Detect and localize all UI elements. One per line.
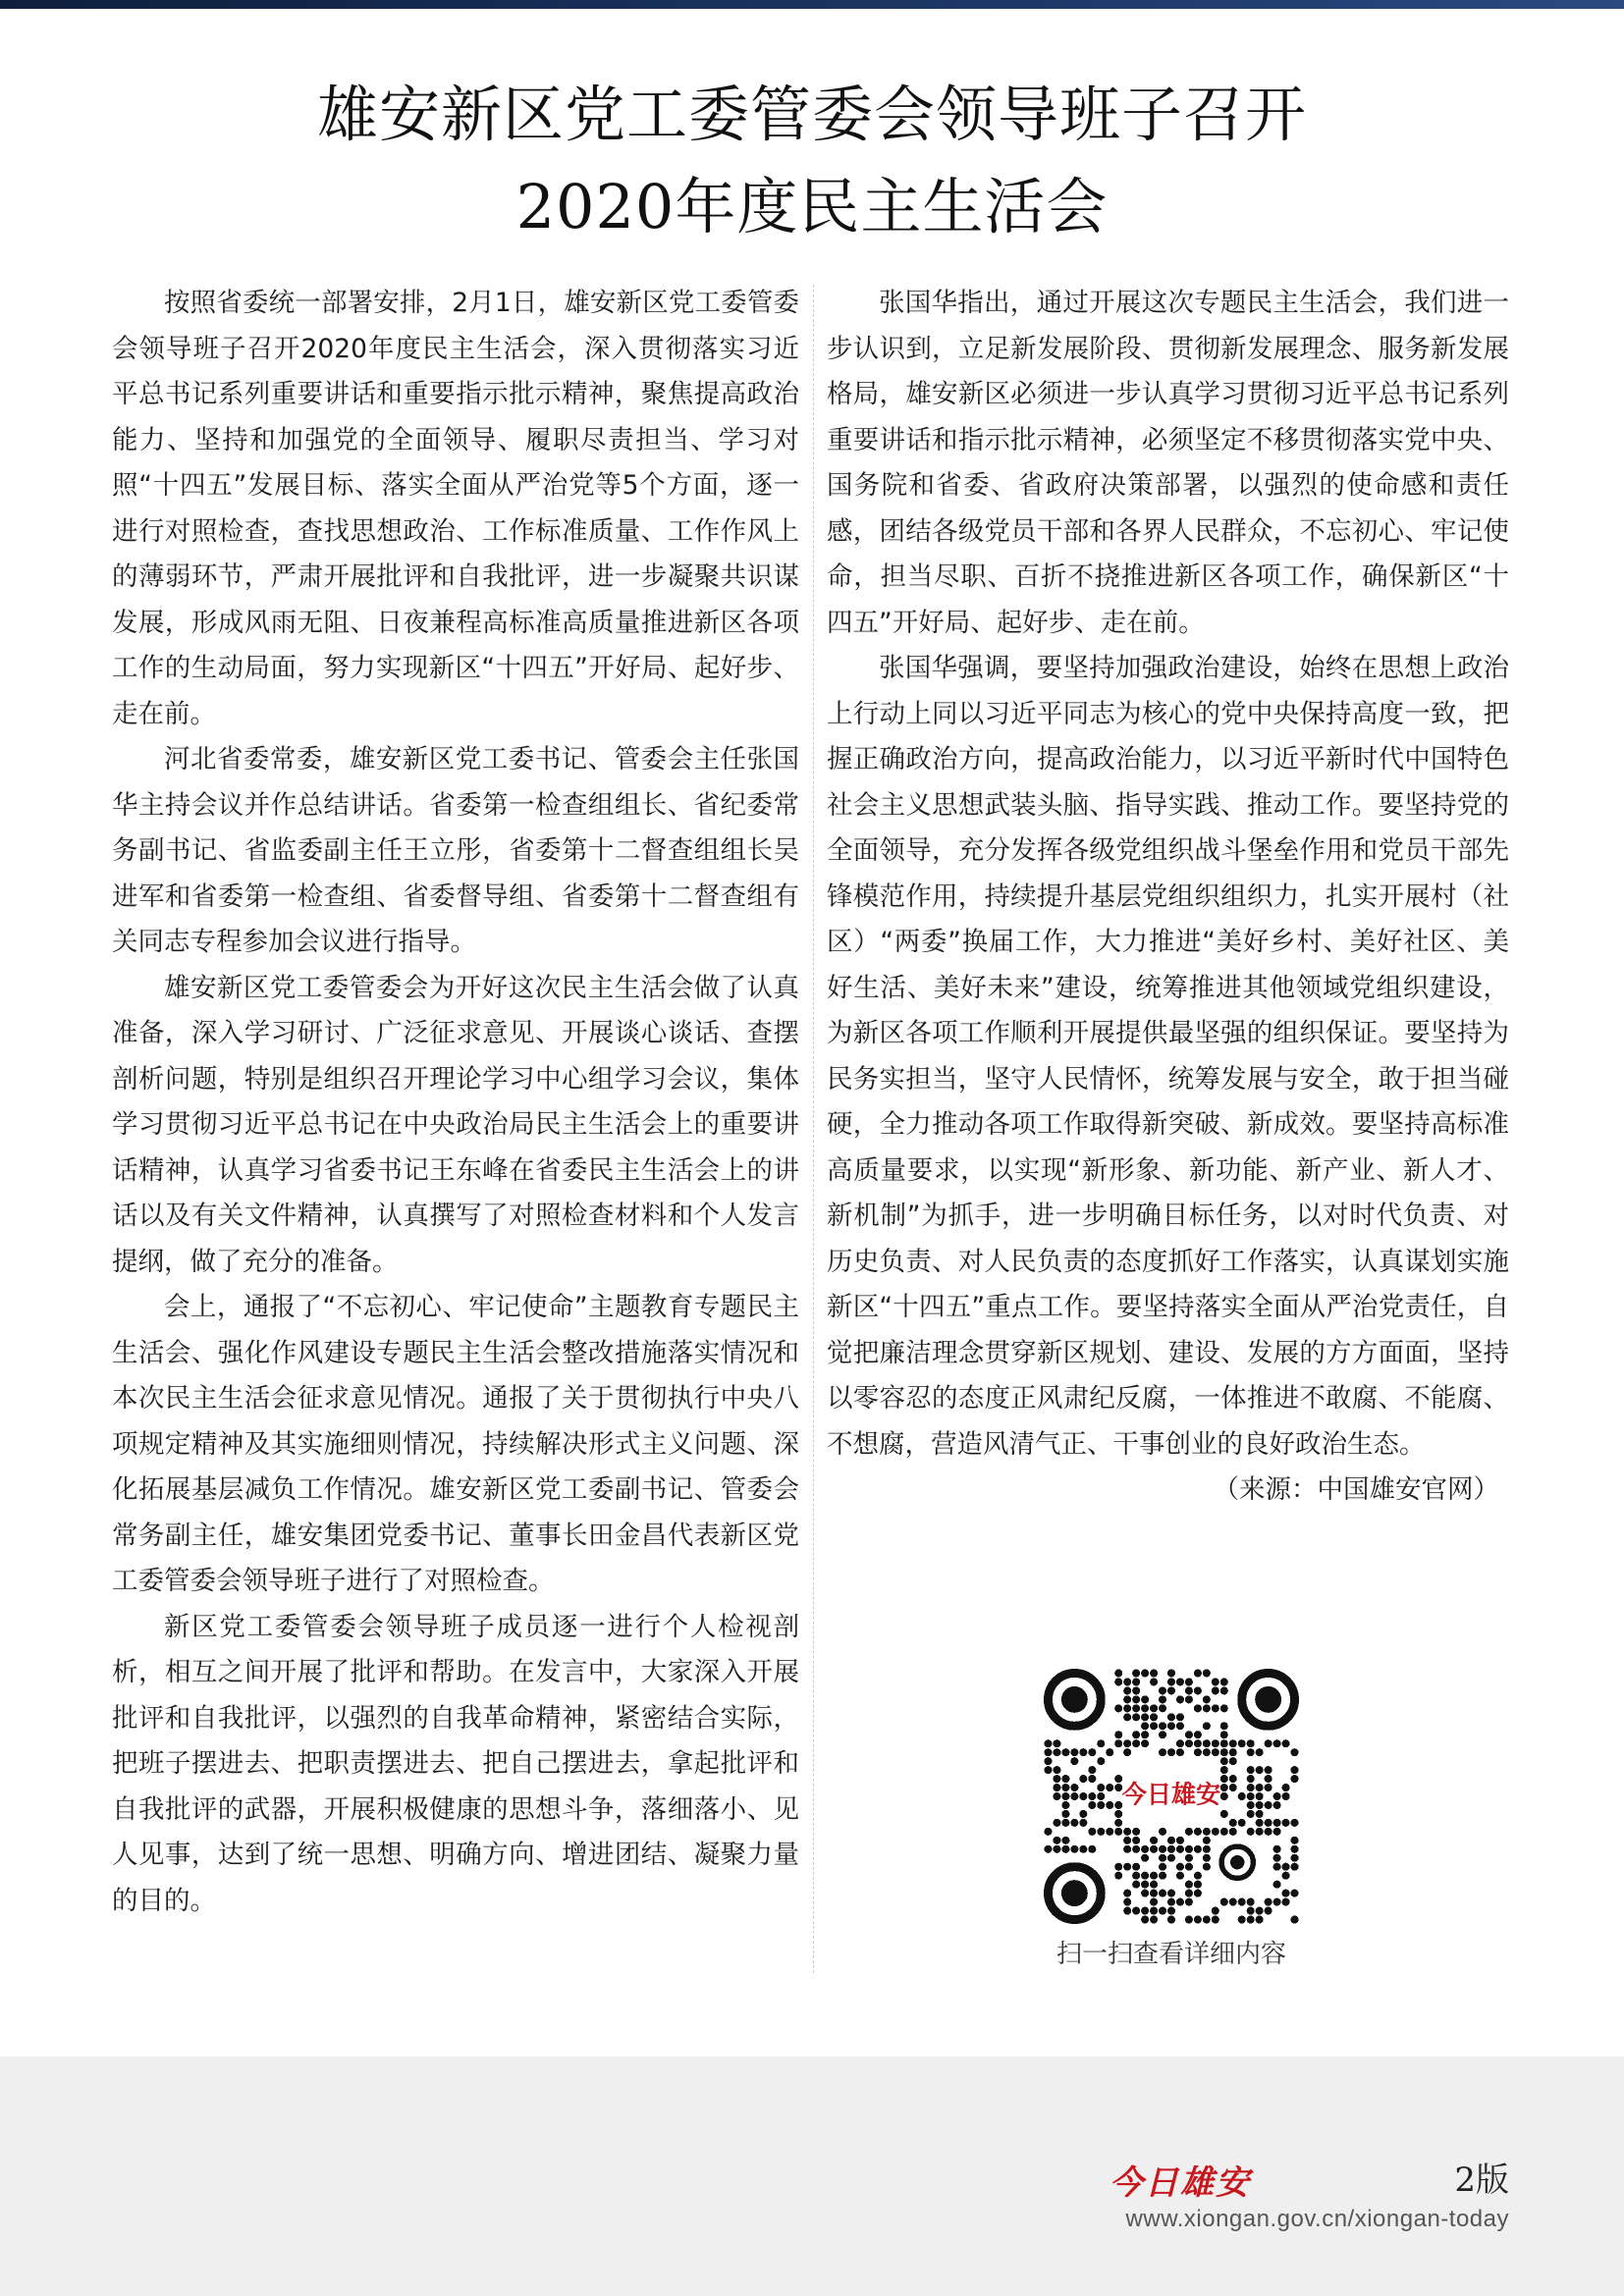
paragraph: 会上，通报了“不忘初心、牢记使命”主题教育专题民主生活会、强化作风建设专题民主生活会整改措施落实情况和本次民主生活会征求意见情况。通报了关于贯彻执行中央八项规定精神及其实施细则情况，持续解决形式主义问题、深化拓展基层减负工作情况。雄安新区党工委副书记、管委会常务副主任，雄安集团党委书记、董事长田金昌代表新区党工委管委会领导班子进行了对照检查。	[112, 1292, 799, 1596]
qr-code[interactable]	[1044, 1669, 1299, 1924]
paragraph: 雄安新区党工委管委会为开好这次民主生活会做了认真准备，深入学习研讨、广泛征求意见、开展谈心谈话、查摆剖析问题，特别是组织召开理论学习中心组学习会议，集体学习贯彻习近平总书记在中央政治局民主生活会上的重要讲话精神，认真学习省委书记王东峰在省委民主生活会上的讲话以及有关文件精神，认真撰写了对照检查材料和个人发言提纲，做了充分的准备。	[112, 972, 799, 1277]
right-column	[827, 281, 1509, 1514]
paragraph: 张国华指出，通过开展这次专题民主生活会，我们进一步认识到，立足新发展阶段、贯彻新发展理念、服务新发展格局，雄安新区必须进一步认真学习贯彻习近平总书记系列重要讲话和指示批示精神，必须坚定不移贯彻落实党中央、国务院和省委、省政府决策部署，以强烈的使命感和责任感，团结各级党员干部和各界人民群众，不忘初心、牢记使命，担当尽职、百折不挠推进新区各项工作，确保新区“十四五”开好局、起好步、走在前。	[827, 288, 1509, 638]
paragraph: 按照省委统一部署安排，2月1日，雄安新区党工委管委会领导班子召开2020年度民主生活会，深入贯彻落实习近平总书记系列重要讲话和重要指示批示精神，聚焦提高政治能力、坚持和加强党的全面领导、履职尽责担当、学习对照“十四五”发展目标、落实全面从严治党等5个方面，逐一进行对照检查，查找思想政治、工作标准质量、工作作风上的薄弱环节，严肃开展批评和自我批评，进一步凝聚共识谋发展，形成风雨无阻、日夜兼程高标准高质量推进新区各项工作的生动局面，努力实现新区“十四五”开好局、起好步、走在前。	[112, 288, 799, 729]
column-divider	[813, 285, 814, 1973]
left-column	[112, 281, 799, 1924]
article-title	[0, 69, 1624, 253]
top-color-bar	[0, 0, 1624, 9]
title-line-1: 雄安新区党工委管委会领导班子召开	[316, 79, 1307, 150]
paragraph: 张国华强调，要坚持加强政治建设，始终在思想上政治上行动上同以习近平同志为核心的党中央保持高度一致，把握正确政治方向，提高政治能力，以习近平新时代中国特色社会主义思想武装头脑、指导实践、推动工作。要坚持党的全面领导，充分发挥各级党组织战斗堡垒作用和党员干部先锋模范作用，持续提升基层党组织组织力，扎实开展村（社区）“两委”换届工作，大力推进“美好乡村、美好社区、美好生活、美好未来”建设，统筹推进其他领域党组织建设，为新区各项工作顺利开展提供最坚强的组织保证。要坚持为民务实担当，坚守人民情怀，统筹发展与安全，敢于担当碰硬，全力推动各项工作取得新突破、新成效。要坚持高标准高质量要求，以实现“新形象、新功能、新产业、新人才、新机制”为抓手，进一步明确目标任务，以对时代负责、对历史负责、对人民负责的态度抓好工作落实，认真谋划实施新区“十四五”重点工作。要坚持落实全面从严治党责任，自觉把廉洁理念贯穿新区规划、建设、发展的方方面面，坚持以零容忍的态度正风肃纪反腐，一体推进不敢腐、不能腐、不想腐，营造风清气正、干事创业的良好政治生态。	[827, 653, 1509, 1460]
paragraph: 新区党工委管委会领导班子成员逐一进行个人检视剖析，相互之间开展了批评和帮助。在发言中，大家深入开展批评和自我批评，以强烈的自我革命精神，紧密结合实际，把班子摆进去、把职责摆进去、把自己摆进去，拿起批评和自我批评的武器，开展积极健康的思想斗争，落细落小、见人见事，达到了统一思想、明确方向、增进团结、凝聚力量的目的。	[112, 1611, 799, 1916]
source-note: （来源：中国雄安官网）	[1213, 1474, 1499, 1505]
footer-logo: 今日雄安	[1110, 2163, 1251, 2203]
footer-url[interactable]: www.xiongan.gov.cn/xiongan-today	[1125, 2206, 1509, 2232]
paragraph: 河北省委常委，雄安新区党工委书记、管委会主任张国华主持会议并作总结讲话。省委第一检查组组长、省纪委常务副书记、省监委副主任王立彤，省委第十二督查组组长吴进军和省委第一检查组、省委督导组、省委第十二督查组有关同志专程参加会议进行指导。	[112, 744, 799, 957]
title-line-2: 2020年度民主生活会	[515, 171, 1109, 242]
footer	[0, 2056, 1624, 2296]
qr-center-logo: 今日雄安	[1121, 1779, 1221, 1809]
qr-code-icon	[1044, 1669, 1299, 1924]
page-number: 2版	[1454, 2161, 1509, 2200]
qr-caption: 扫一扫查看详细内容	[1056, 1940, 1286, 1969]
